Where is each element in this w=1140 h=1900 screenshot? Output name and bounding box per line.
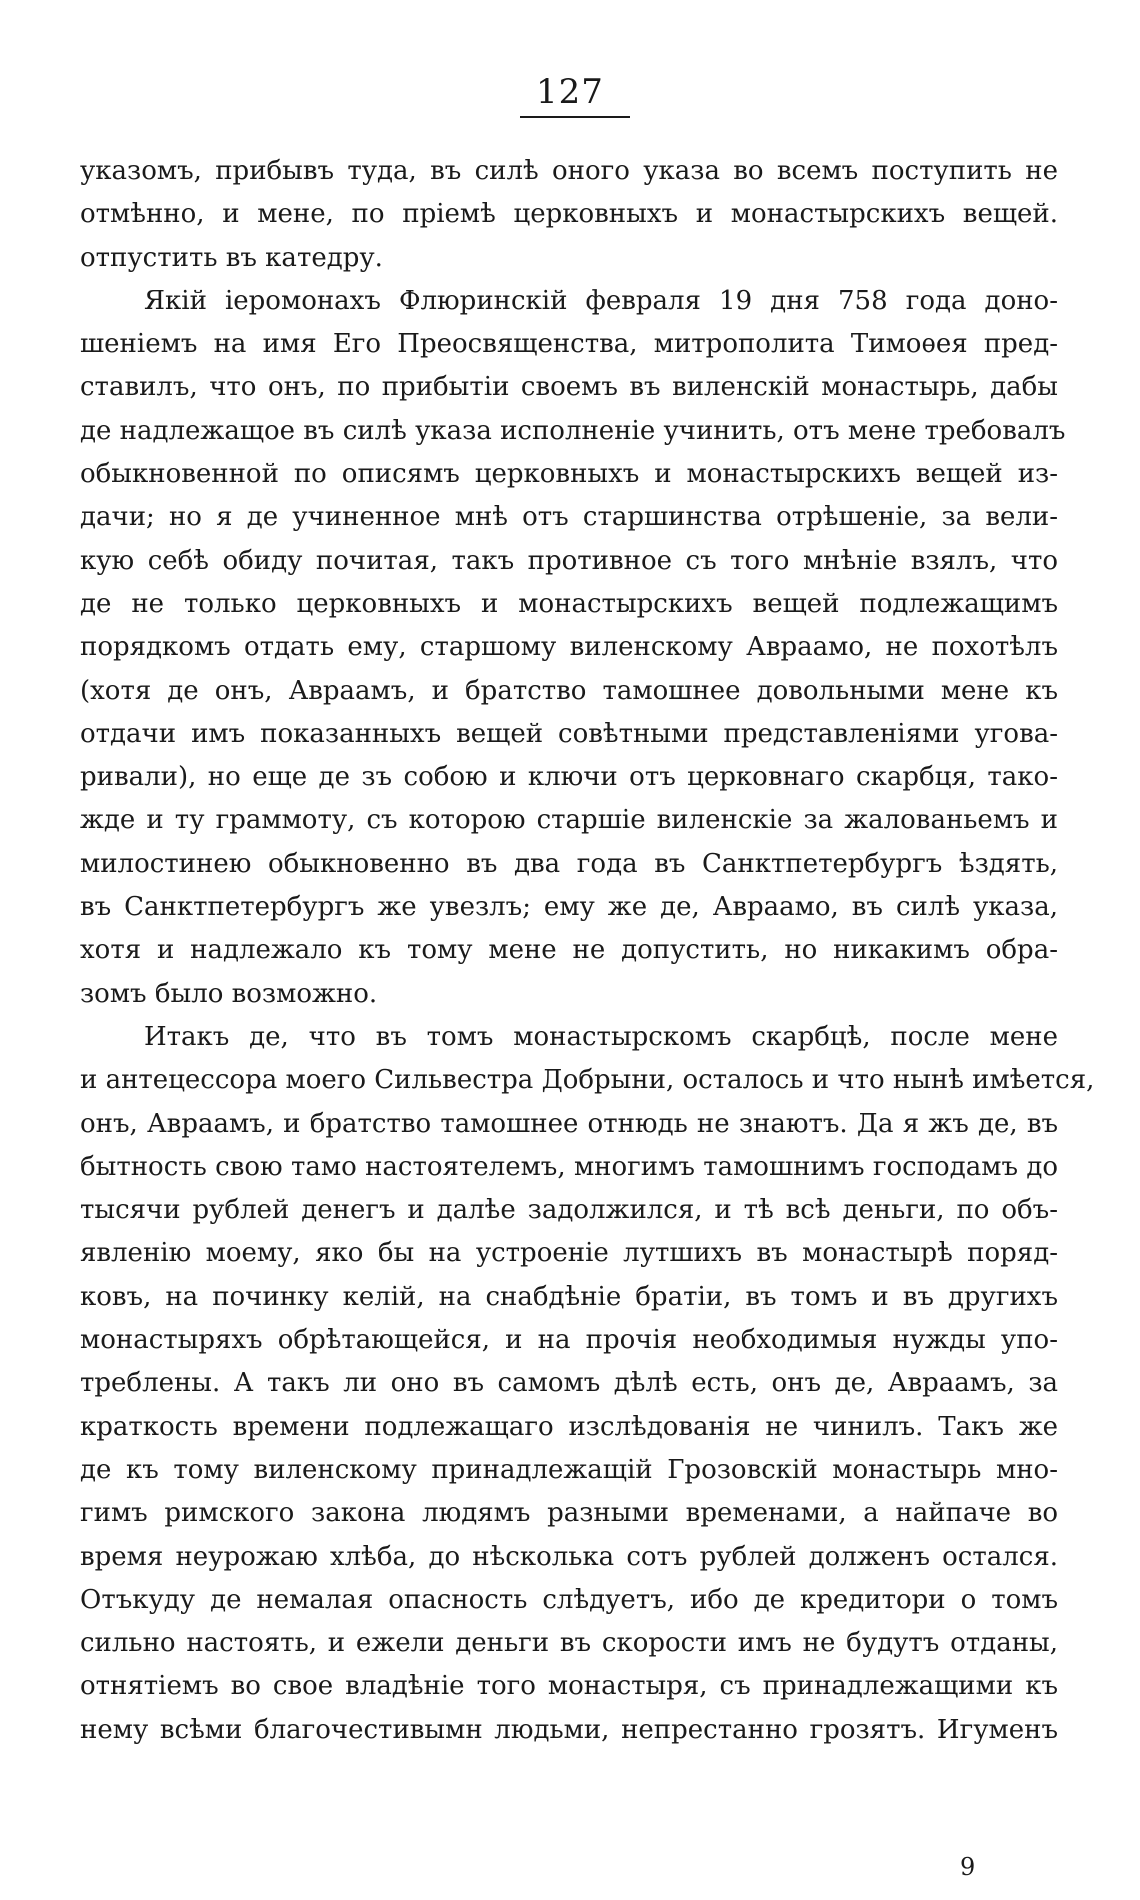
text-line: дачи; но я де учиненное мнѣ отъ старшинства отрѣшеніе, за вели- (80, 502, 1058, 533)
text-line: де не только церковныхъ и монастырскихъ вещей подлежащимъ (80, 588, 1058, 619)
paragraph (80, 1016, 1095, 1752)
text-line: шеніемъ на имя Его Преосвященства, митрополита Тимоѳея пред- (80, 329, 1058, 360)
text-line: отпустить въ катедру. (80, 242, 383, 273)
text-line: сильно настоять, и ежели деньги въ скорости имъ не будутъ отданы, (80, 1628, 1058, 1659)
text-line: краткость времени подлежащаго изслѣдованія не чинилъ. Такъ же (80, 1411, 1058, 1442)
text-line: (хотя де онъ, Авраамъ, и братство тамошнее довольными мене къ (80, 675, 1058, 706)
text-line: ставилъ, что онъ, по прибытіи своемъ въ виленскій монастырь, дабы (80, 372, 1058, 403)
text-line: гимъ римского закона людямъ разными временами, а найпаче во (80, 1498, 1058, 1529)
text-line: де къ тому виленскому принадлежащій Грозовскій монастырь мно- (80, 1454, 1058, 1485)
text-line: треблены. А такъ ли оно въ самомъ дѣлѣ есть, онъ де, Авраамъ, за (80, 1368, 1058, 1399)
text-line: Отъкуду де немалая опасность слѣдуетъ, ибо де кредитори о томъ (80, 1584, 1058, 1615)
text-line: зомъ было возможно. (80, 978, 378, 1009)
text-line: и антецессора моего Сильвестра Добрыни, осталось и что нынѣ имѣется, (80, 1065, 1095, 1096)
text-line: ковъ, на починку келій, на снабдѣніе братіи, въ томъ и въ другихъ (80, 1281, 1058, 1312)
text-line: жде и ту граммоту, съ которою старшіе виленскіе за жалованьемъ и (80, 805, 1058, 836)
body-text (80, 150, 1095, 1752)
text-line: явленію моему, яко бы на устроеніе лутшихъ въ монастырѣ поряд- (80, 1238, 1058, 1269)
text-line: ривали), но еще де зъ собою и ключи отъ церковнаго скарбця, тако- (80, 762, 1058, 793)
text-line: бытность свою тамо настоятелемъ, многимъ тамошнимъ господамъ до (80, 1151, 1058, 1182)
text-line: время неурожаю хлѣба, до нѣсколька сотъ рублей долженъ остался. (80, 1541, 1058, 1572)
text-line: отдачи имъ показанныхъ вещей совѣтными представленіями угова- (80, 718, 1058, 749)
text-line: отмѣнно, и мене, по пріемѣ церковныхъ и монастырскихъ вещей. (80, 199, 1058, 230)
text-line: въ Санктпетербургъ же увезлъ; ему же де, Авраамо, въ силѣ указа, (80, 892, 1058, 923)
signature-mark: 9 (960, 1853, 976, 1881)
page-number-underline (520, 116, 630, 118)
text-line: нему всѣми благочестивымн людьми, непрестанно грозятъ. Игуменъ (80, 1714, 1058, 1745)
text-line: хотя и надлежало къ тому мене не допустить, но никакимъ обра- (80, 935, 1058, 966)
text-line: обыкновенной по описямъ церковныхъ и монастырскихъ вещей из- (80, 459, 1058, 490)
text-line: монастыряхъ обрѣтающейся, и на прочія необходимыя нужды упо- (80, 1325, 1058, 1356)
paragraph (80, 280, 1066, 1016)
page-number: 127 (536, 72, 604, 112)
paragraph (80, 150, 1058, 280)
text-line: указомъ, прибывъ туда, въ силѣ оного указа во всемъ поступить не (80, 156, 1058, 186)
text-line: отнятіемъ во свое владѣніе того монастыря, съ принадлежащими къ (80, 1671, 1058, 1702)
text-line: Итакъ де, что въ томъ монастырскомъ скарбцѣ, после мене (144, 1021, 1058, 1052)
text-line: Якій іеромонахъ Флюринскій февраля 19 дня 758 года доно- (144, 285, 1058, 316)
text-line: милостинею обыкновенно въ два года въ Санктпетербургъ ѣздять, (80, 848, 1058, 879)
text-line: онъ, Авраамъ, и братство тамошнее отнюдь не знаютъ. Да я жъ де, въ (80, 1108, 1058, 1139)
text-line: кую себѣ обиду почитая, такъ противное съ того мнѣніе взялъ, что (80, 545, 1058, 576)
text-line: де надлежащое въ силѣ указа исполненіе учинить, отъ мене требовалъ (80, 415, 1066, 446)
text-line: тысячи рублей денегъ и далѣе задолжился, и тѣ всѣ деньги, по объ- (80, 1195, 1058, 1226)
text-line: порядкомъ отдать ему, старшому виленскому Авраамо, не похотѣлъ (80, 632, 1058, 663)
